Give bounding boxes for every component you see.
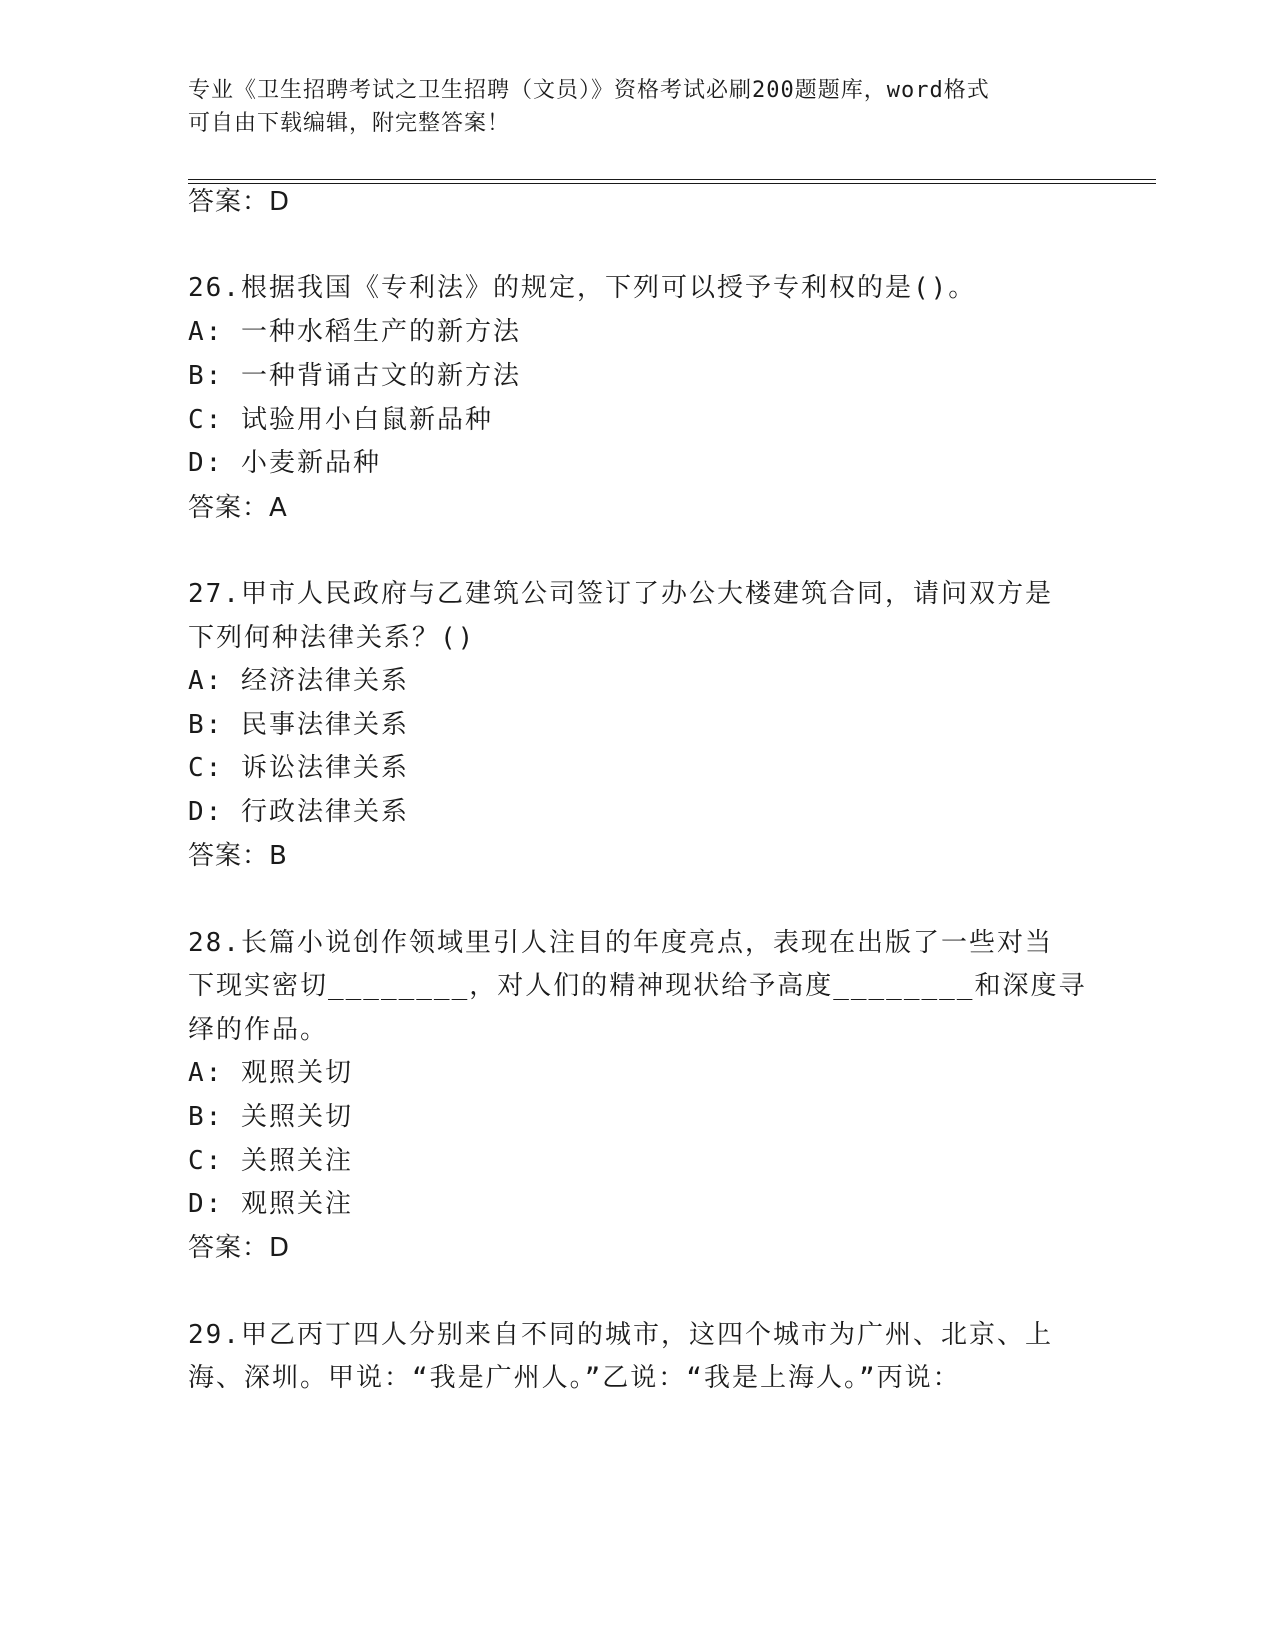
- question-29-text-line-2: 海、深圳。甲说：“我是广州人。”乙说：“我是上海人。”丙说：: [188, 1363, 961, 1393]
- answer-prev: 答案：D: [188, 187, 291, 217]
- question-28-answer: 答案：D: [188, 1233, 291, 1263]
- question-26-option-a: A: 一种水稻生产的新方法: [188, 317, 521, 347]
- question-26-text-line-1: 26.根据我国《专利法》的规定，下列可以授予专利权的是()。: [188, 273, 977, 303]
- question-28-text-line-2: 下现实密切________，对人们的精神现状给予高度________和深度寻: [188, 971, 1087, 1001]
- question-27-answer: 答案：B: [188, 841, 288, 871]
- question-28-text-line-3: 绎的作品。: [188, 1015, 329, 1045]
- question-28-option-d: D: 观照关注: [188, 1189, 353, 1219]
- question-26-option-d: D: 小麦新品种: [188, 448, 381, 478]
- question-27-text-line-1: 27.甲市人民政府与乙建筑公司签订了办公大楼建筑合同，请问双方是: [188, 579, 1053, 609]
- question-28-text-line-1: 28.长篇小说创作领域里引人注目的年度亮点，表现在出版了一些对当: [188, 928, 1053, 958]
- question-27-option-b: B: 民事法律关系: [188, 710, 409, 740]
- question-27-option-d: D: 行政法律关系: [188, 797, 409, 827]
- question-27-text-line-2: 下列何种法律关系？(): [188, 623, 476, 653]
- question-27-option-a: A: 经济法律关系: [188, 666, 409, 696]
- question-26-option-c: C: 试验用小白鼠新品种: [188, 405, 493, 435]
- header-line-1: 专业《卫生招聘考试之卫生招聘（文员）》资格考试必刷200题题库，word格式: [188, 78, 990, 103]
- document-header: [188, 74, 1078, 140]
- header-divider-bottom: [188, 183, 1156, 184]
- header-divider-top: [188, 179, 1156, 180]
- question-28-option-c: C: 关照关注: [188, 1146, 353, 1176]
- question-27-option-c: C: 诉讼法律关系: [188, 753, 409, 783]
- question-26-option-b: B: 一种背诵古文的新方法: [188, 361, 521, 391]
- question-29-text-line-1: 29.甲乙丙丁四人分别来自不同的城市，这四个城市为广州、北京、上: [188, 1320, 1053, 1350]
- question-28-option-b: B: 关照关切: [188, 1102, 353, 1132]
- question-26-answer: 答案：A: [188, 493, 288, 523]
- header-line-2: 可自由下载编辑，附完整答案！: [188, 111, 511, 136]
- question-28-option-a: A: 观照关切: [188, 1058, 353, 1088]
